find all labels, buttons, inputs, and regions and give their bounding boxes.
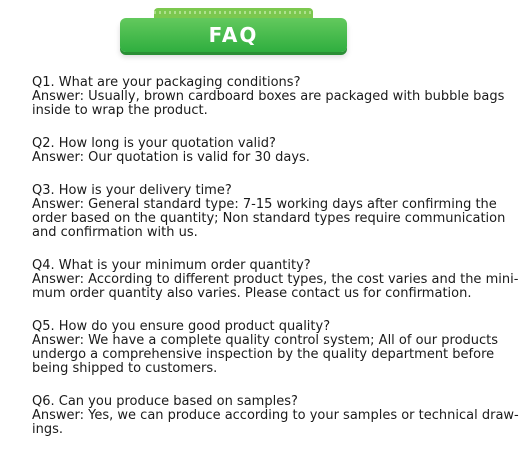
question-3: Q3. How is your delivery time? <box>32 183 232 198</box>
answer-4-line-2: mum order quantity also varies. Please contact us for confirmation. <box>32 286 472 301</box>
answer-5-line-3: being shipped to customers. <box>32 361 218 376</box>
answer-1-line-2: inside to wrap the product. <box>32 103 208 118</box>
faq-title: FAQ <box>208 23 259 47</box>
answer-3-line-1: Answer: General standard type: 7-15 working days after confirming the <box>32 197 497 212</box>
question-4: Q4. What is your minimum order quantity? <box>32 258 311 273</box>
question-2: Q2. How long is your quotation valid? <box>32 136 276 151</box>
faq-item-4 <box>32 258 519 301</box>
faq-item-1 <box>32 75 505 118</box>
question-1: Q1. What are your packaging conditions? <box>32 75 301 90</box>
faq-item-6 <box>32 394 519 437</box>
faq-title-banner <box>120 18 347 52</box>
answer-6-line-1: Answer: Yes, we can produce according to your samples or technical draw- <box>32 408 519 423</box>
faq-item-3 <box>32 183 506 240</box>
answer-6-line-2: ings. <box>32 422 64 437</box>
faq-item-2 <box>32 137 457 165</box>
answer-4-line-1: Answer: According to different product types, the cost varies and the mini- <box>32 272 519 287</box>
banner-stripe-decoration <box>154 11 313 14</box>
question-6: Q6. Can you produce based on samples? <box>32 394 298 409</box>
answer-2-line-1: Answer: Our quotation is valid for 30 days. <box>32 150 310 165</box>
answer-5-line-1: Answer: We have a complete quality control system; All of our products <box>32 333 499 348</box>
faq-banner <box>120 8 347 54</box>
answer-1-line-1: Answer: Usually, brown cardboard boxes are packaged with bubble bags <box>32 89 505 104</box>
question-5: Q5. How do you ensure good product quality? <box>32 319 331 334</box>
answer-3-line-3: and confirmation with us. <box>32 225 198 240</box>
answer-5-line-2: undergo a comprehensive inspection by the quality department before <box>32 347 495 362</box>
answer-3-line-2: order based on the quantity; Non standard types require communication <box>32 211 506 226</box>
faq-list <box>32 75 519 456</box>
faq-item-5 <box>32 319 499 376</box>
